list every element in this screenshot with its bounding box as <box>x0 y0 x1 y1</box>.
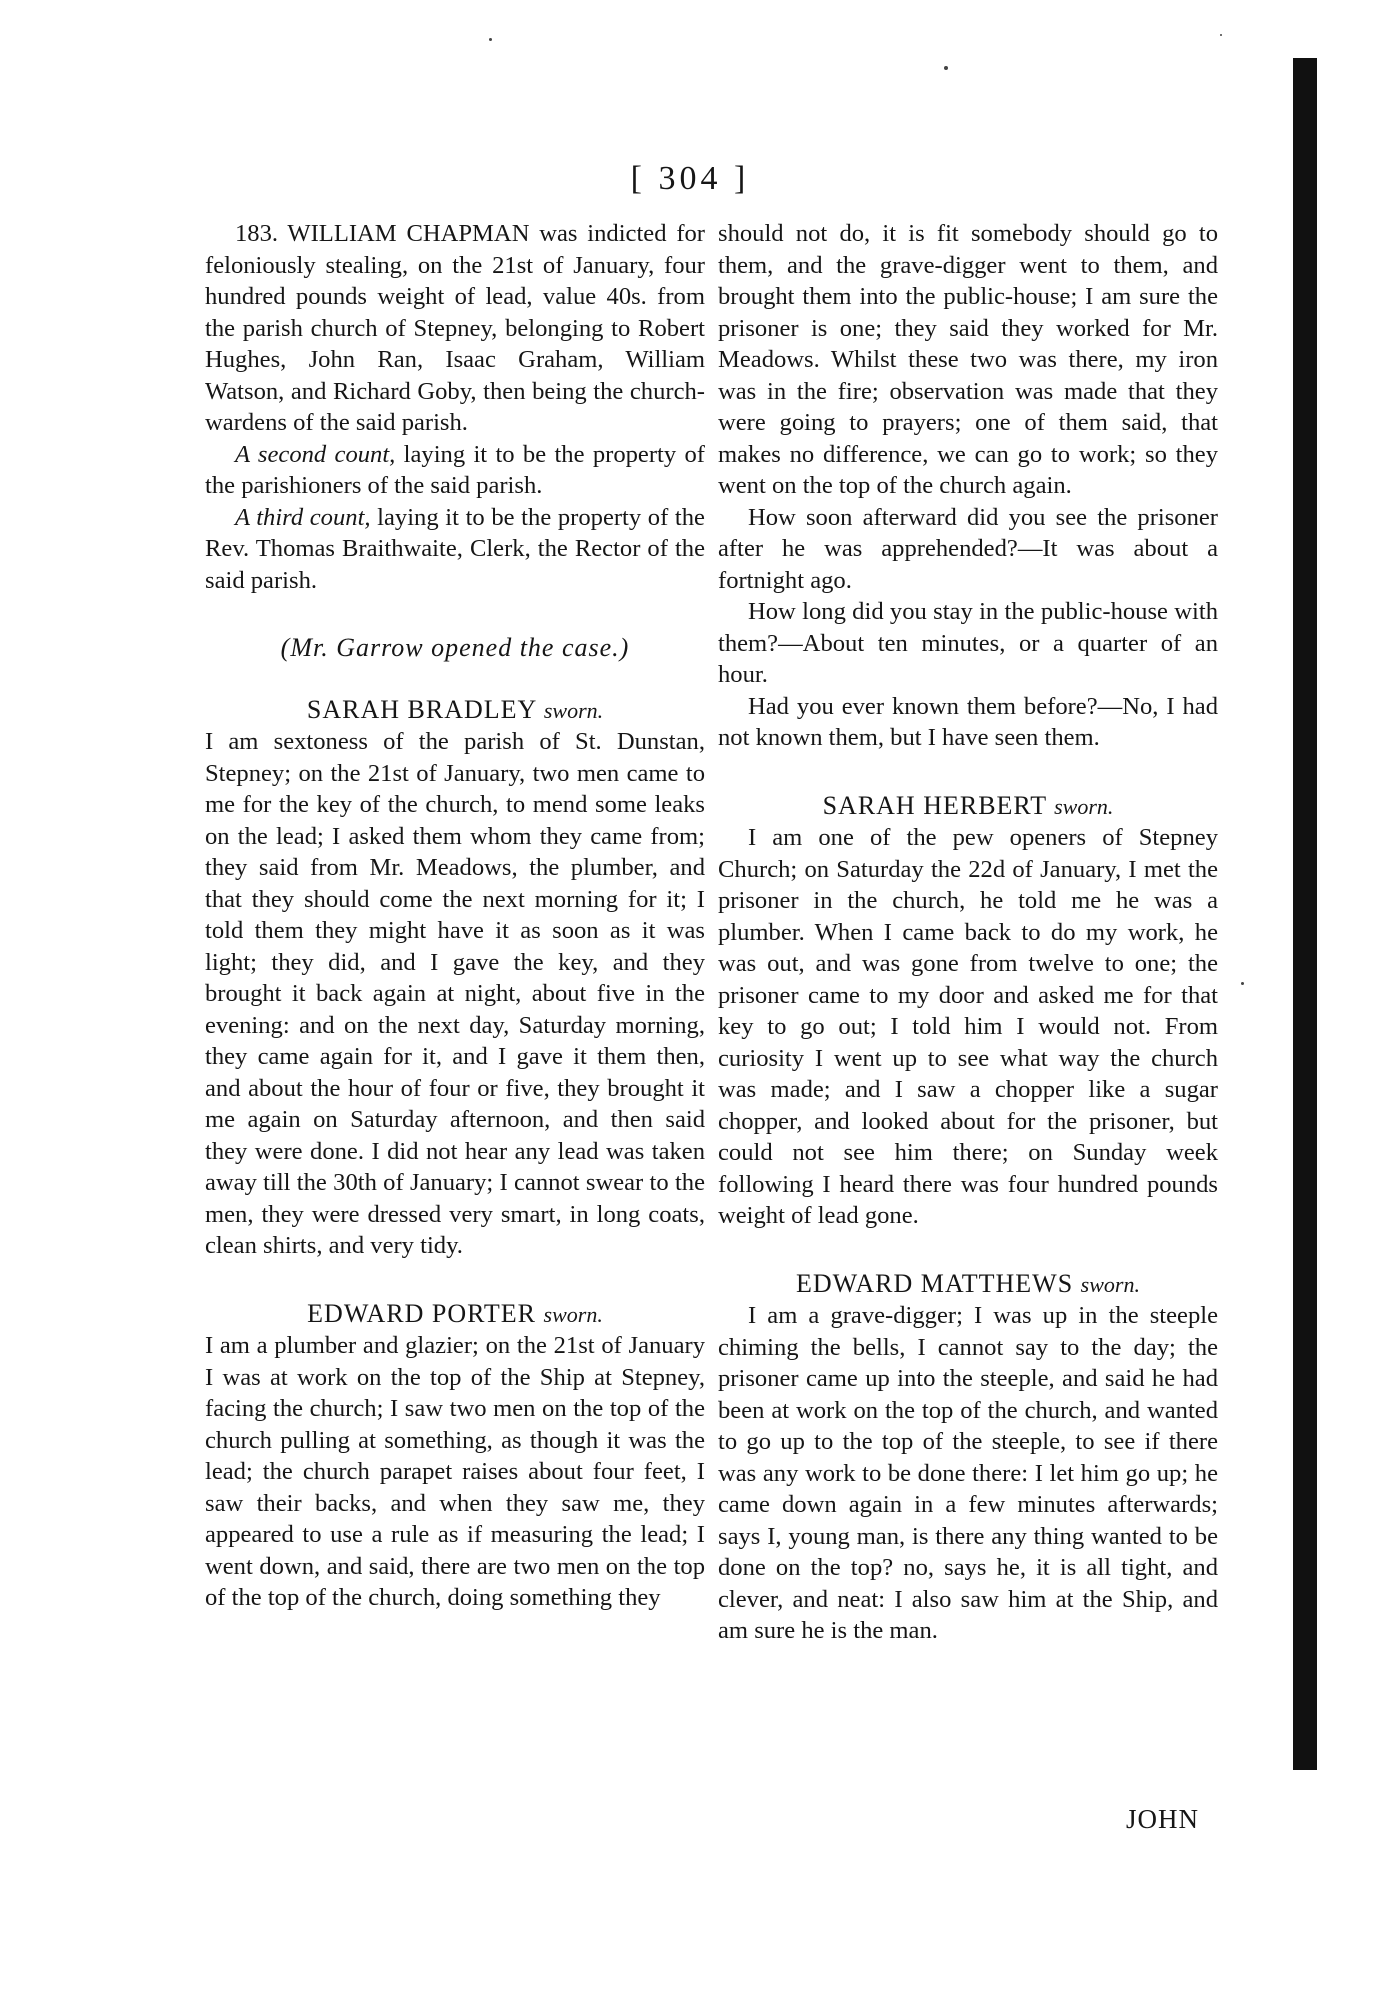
case-intro: 183. WILLIAM CHAPMAN was indicted for feloniously stealing, on the 21st of January, four hundred pounds weight of lead, value 40s. from the parish church of Stepney, belonging to Robert Hughes, John Ran, Isaac Graham, William Watson, and Richard Goby, then being the church-wardens of the said parish. <box>205 220 705 436</box>
third-count-label: A third count, <box>235 503 371 531</box>
question-answer: Had you ever known them before?—No, I had not known them, but I have seen them. <box>718 692 1218 751</box>
opened-note: (Mr. Garrow opened the case.) <box>280 633 630 662</box>
third-count <box>205 502 705 597</box>
witness-testimony: I am a grave-digger; I was up in the steeple chiming the bells, I cannot say to the day; the prisoner came up into the steeple, and said he had been at work on the top of the church, and wanted to go up to the top of the steeple, to see if there was any work to be done there: I let him go up; he came down again in a few minutes afterwards; says I, young man, is there any thing wanted to be done on the top? no, says he, it is all tight, and clever, and neat: I also saw him at the Ship, and am sure he is the man. <box>718 1302 1218 1644</box>
ink-speck <box>1241 982 1244 985</box>
second-count-label: A second count, <box>235 440 396 468</box>
binding-edge-shadow <box>1293 58 1317 1770</box>
sworn-label: sworn. <box>543 1301 603 1327</box>
witness-testimony: I am one of the pew openers of Stepney Church; on Saturday the 22d of January, I met the prisoner in the church, he told me he was a plumber. When I came back to do my work, he was out, and was gone from twelve to one; the prisoner came to my door and asked me for that key to go out; I told him I would not. From curiosity I went up to see what way the church was made; and I saw a chopper like a sugar chopper, and looked about for the prisoner, but could not see him there; on Sunday week following I heard there was four hundred pounds weight of lead gone. <box>718 824 1218 1229</box>
ink-speck <box>944 66 948 70</box>
right-column <box>718 218 1218 1647</box>
witness-name: SARAH BRADLEY <box>306 694 537 724</box>
ink-speck <box>1220 34 1222 36</box>
page-number: [ 304 ] <box>630 160 750 197</box>
second-count-text: laying it to be the property of the parishioners of the said parish. <box>205 440 705 499</box>
question-answer: How long did you stay in the public-house with them?—About ten minutes, or a quarter of an hour. <box>718 598 1218 688</box>
catchword: JOHN <box>1126 1804 1200 1834</box>
witness-heading-edward-matthews <box>718 1268 1218 1301</box>
witness-heading-sarah-bradley <box>205 694 705 727</box>
sworn-label: sworn. <box>1054 793 1114 819</box>
question-answer: How soon afterward did you see the prisoner after he was apprehended?—It was about a fortnight ago. <box>718 503 1218 594</box>
third-count-text: laying it to be the property of the Rev. Thomas Braithwaite, Clerk, the Rector of the said parish. <box>205 503 705 594</box>
left-column <box>205 218 705 1614</box>
second-count <box>205 439 705 502</box>
sworn-label: sworn. <box>1080 1271 1140 1297</box>
testimony-continuation: should not do, it is fit somebody should go to them, and the grave-digger went to them, and brought them into the public-house; I am sure the prisoner is one; they said they worked for Mr. Meadows. Whilst these two was there, my iron was in the fire; observation was made that they were going to prayers; one of them said, that makes no difference, we can go to work; so they went on the top of the church again. <box>718 220 1218 499</box>
sworn-label: sworn. <box>543 697 604 723</box>
witness-heading-sarah-herbert <box>718 790 1218 823</box>
ink-speck <box>489 38 492 41</box>
witness-testimony: I am sextoness of the parish of St. Dunstan, Stepney; on the 21st of January, two men came to me for the key of the church, to mend some leaks on the lead; I asked them whom they came from; they said from Mr. Meadows, the plumber, and that they should come the next morning for it; I told them they might have it as soon as it was light; they did, and I gave the key, and they brought it back again at night, about five in the evening: and on the next day, Saturday morning, they came again for it, and I gave it them then, and about the hour of four or five, they brought it me again on Saturday afternoon, and then said they were done. I did not hear any lead was taken away till the 30th of January; I cannot swear to the men, they were dressed very smart, in long coats, clean shirts, and very tidy. <box>205 728 705 1259</box>
witness-name: EDWARD PORTER <box>307 1298 537 1328</box>
witness-name: SARAH HERBERT <box>822 790 1047 820</box>
witness-testimony: I am a plumber and glazier; on the 21st of January I was at work on the top of the Ship at Stepney, facing the church; I saw two men on the top of the church pulling at something, as though it was the lead; the church parapet raises about four feet, I saw their backs, and when they saw me, they appeared to use a rule as if measuring the lead; I went down, and said, there are two men on the top of the top of the church, doing something they <box>205 1332 705 1611</box>
witness-name: EDWARD MATTHEWS <box>796 1268 1074 1298</box>
witness-heading-edward-porter <box>205 1298 705 1331</box>
